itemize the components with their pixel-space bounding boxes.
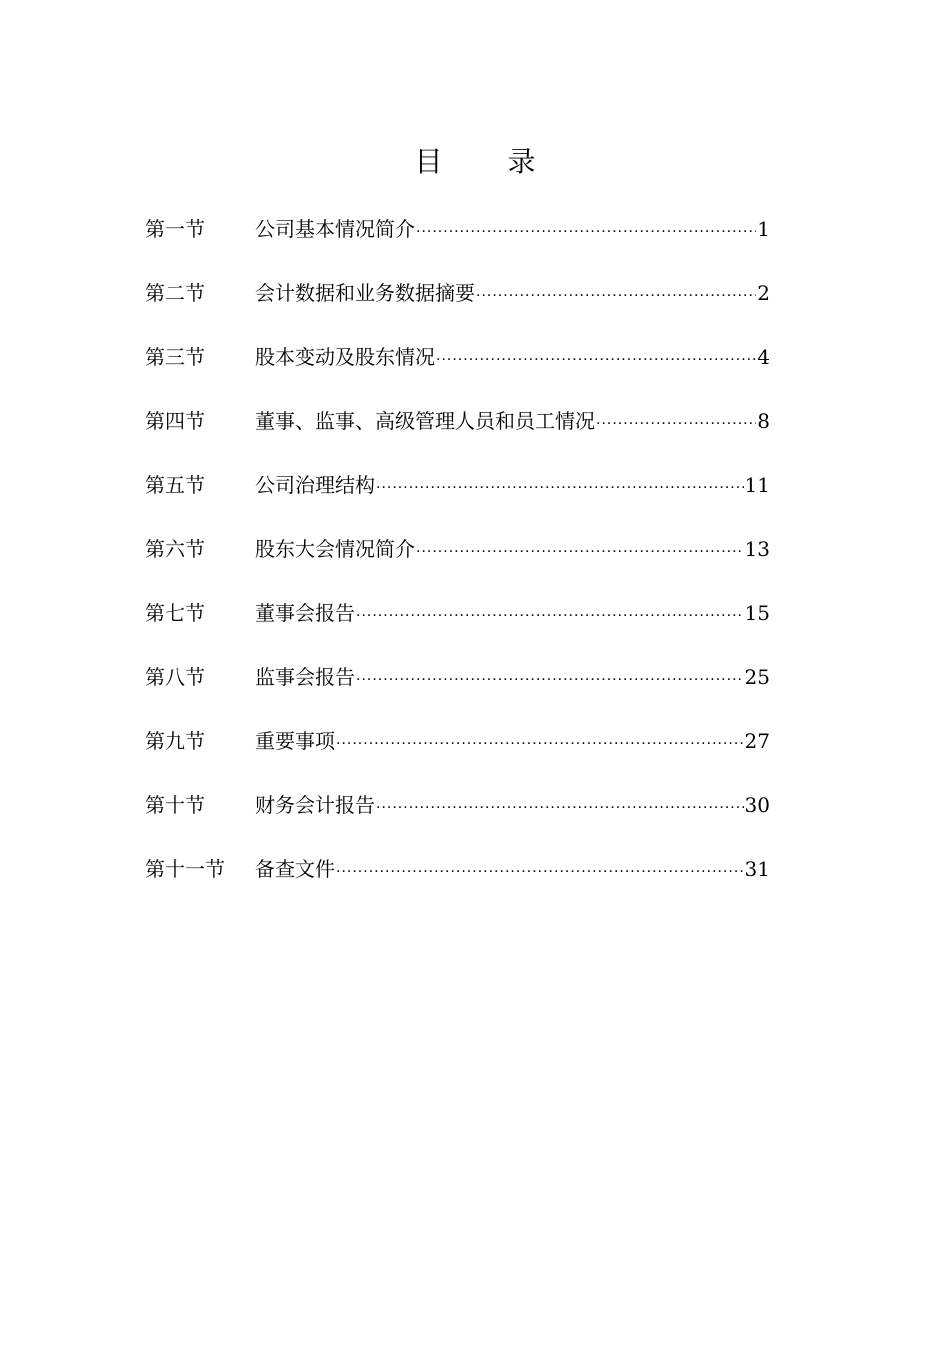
toc-entry: [145, 718, 770, 782]
toc-section-title: 董事、监事、高级管理人员和员工情况: [255, 409, 595, 433]
toc-section-number: 第七节: [145, 601, 205, 625]
toc-entry: [145, 462, 770, 526]
toc-entry: [145, 206, 770, 270]
toc-leader-dots: [336, 849, 744, 895]
toc-section-title: 财务会计报告: [255, 793, 375, 817]
toc-title: 目 录: [414, 145, 564, 178]
toc-section-number: 第一节: [145, 217, 205, 241]
toc-leader-dots: [476, 273, 756, 319]
toc-page-number: 15: [744, 601, 770, 625]
toc-section-title: 公司基本情况简介: [255, 217, 415, 241]
toc-section-number: 第八节: [145, 665, 205, 689]
toc-section-title: 公司治理结构: [255, 473, 375, 497]
toc-section-title: 会计数据和业务数据摘要: [255, 281, 475, 305]
toc-page-number: 13: [744, 537, 770, 561]
toc-entry: [145, 398, 770, 462]
toc-entry: [145, 334, 770, 398]
toc-section-number: 第十节: [145, 793, 205, 817]
toc-entry: [145, 654, 770, 718]
toc-section-number: 第二节: [145, 281, 205, 305]
toc-entry: [145, 846, 770, 910]
toc-section-number: 第九节: [145, 729, 205, 753]
toc-page-number: 2: [757, 281, 770, 305]
toc-leader-dots: [336, 721, 744, 767]
toc-leader-dots: [376, 465, 744, 511]
toc-page-number: 8: [757, 409, 770, 433]
toc-page-number: 31: [744, 857, 770, 881]
toc-section-title: 备查文件: [255, 857, 335, 881]
toc-section-title: 股东大会情况简介: [255, 537, 415, 561]
toc-leader-dots: [376, 785, 744, 831]
toc-section-number: 第六节: [145, 537, 205, 561]
toc-page-number: 4: [757, 345, 770, 369]
toc-leader-dots: [356, 593, 744, 639]
toc-section-number: 第五节: [145, 473, 205, 497]
toc-entry: [145, 526, 770, 590]
toc-section-number: 第三节: [145, 345, 205, 369]
toc-page-number: 30: [744, 793, 770, 817]
toc-leader-dots: [436, 337, 756, 383]
toc-page-number: 27: [744, 729, 770, 753]
toc-leader-dots: [416, 529, 744, 575]
toc-leader-dots: [596, 401, 756, 447]
toc-list: [145, 206, 770, 910]
toc-section-number: 第四节: [145, 409, 205, 433]
toc-section-number: 第十一节: [145, 857, 225, 881]
toc-section-title: 董事会报告: [255, 601, 355, 625]
toc-page-number: 25: [744, 665, 770, 689]
toc-leader-dots: [416, 209, 756, 255]
toc-section-title: 监事会报告: [255, 665, 355, 689]
toc-page-number: 1: [757, 217, 770, 241]
toc-leader-dots: [356, 657, 744, 703]
toc-entry: [145, 590, 770, 654]
toc-section-title: 重要事项: [255, 729, 335, 753]
toc-entry: [145, 270, 770, 334]
toc-section-title: 股本变动及股东情况: [255, 345, 435, 369]
toc-page-number: 11: [744, 473, 770, 497]
toc-entry: [145, 782, 770, 846]
